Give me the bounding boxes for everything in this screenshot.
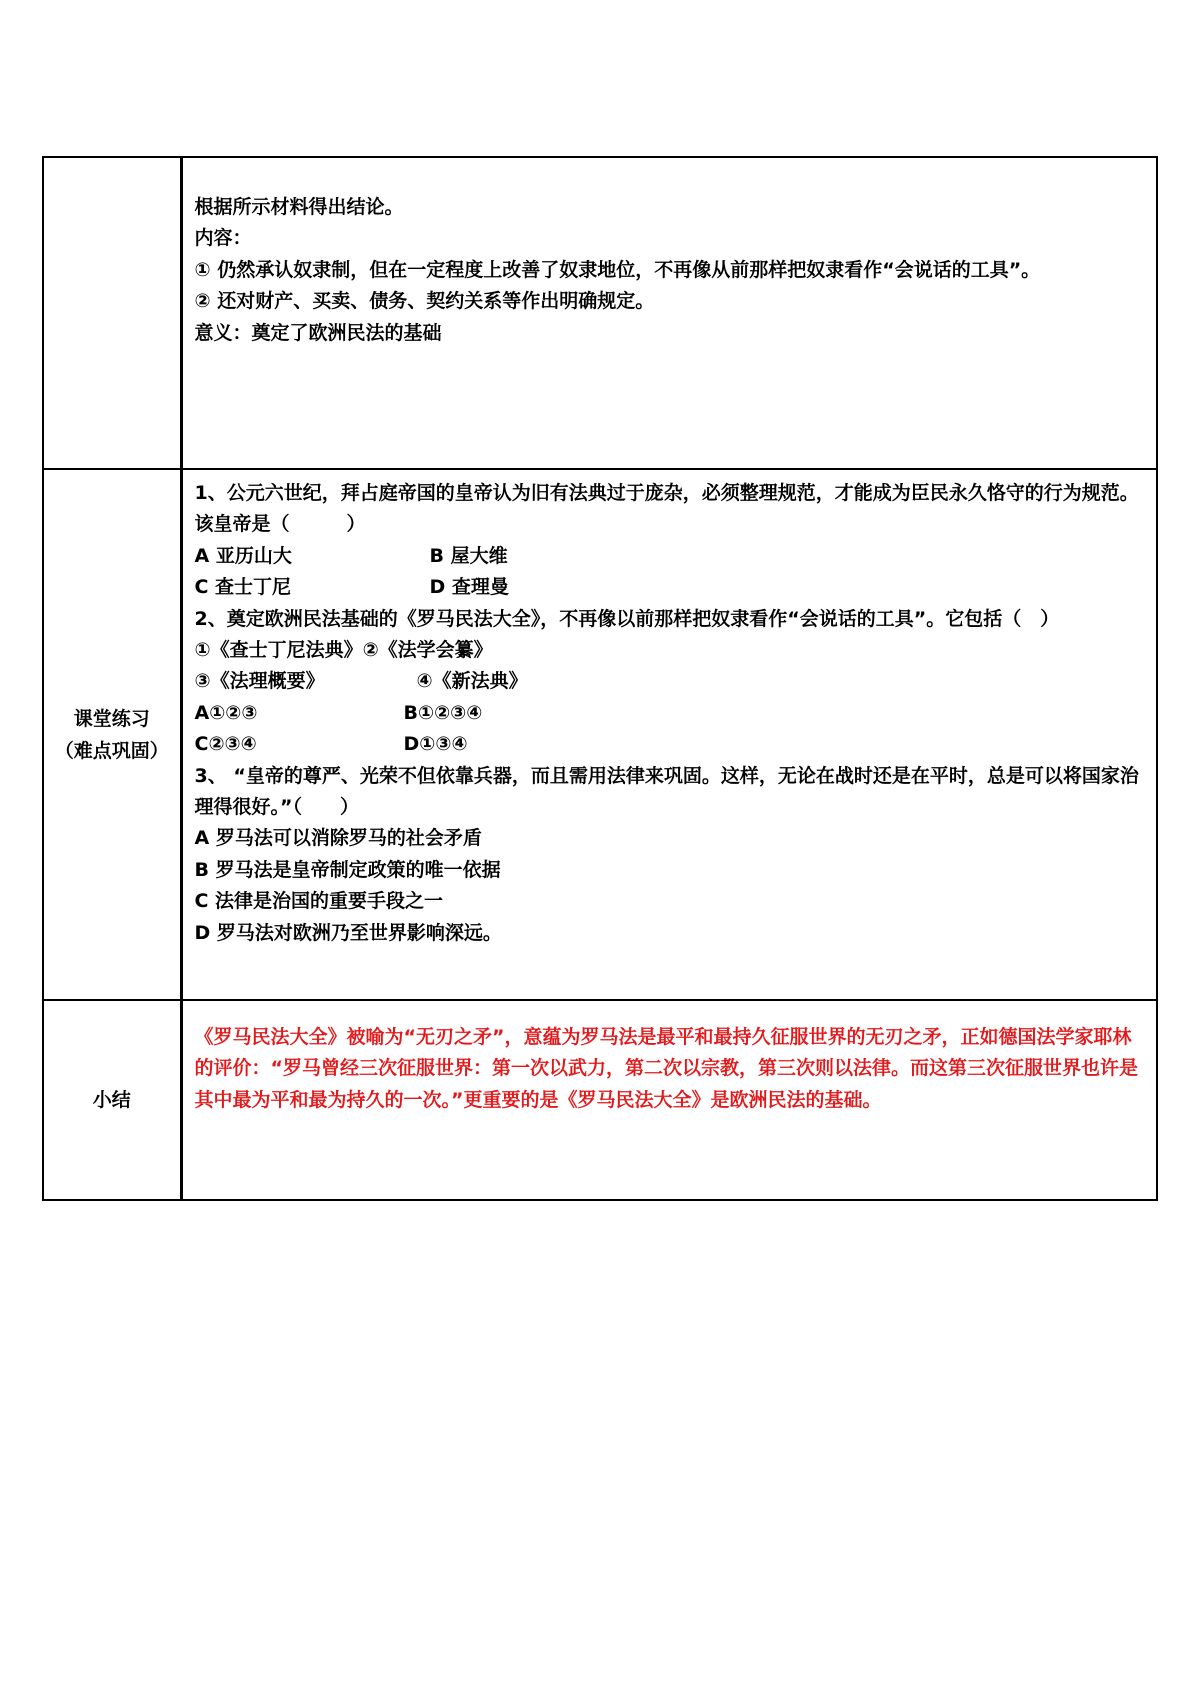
conclusion-cell bbox=[181, 157, 1157, 469]
question-2-item-3: ③《法理概要》 bbox=[194, 670, 325, 693]
question-2-options-cd bbox=[195, 729, 1147, 760]
question-2-option-b: B①②③④ bbox=[403, 701, 483, 724]
question-2-item-4: ④《新法典》 bbox=[416, 670, 528, 693]
question-3-option-d: D 罗马法对欧洲乃至世界影响深远。 bbox=[194, 921, 502, 944]
question-2-options-ab bbox=[195, 698, 1147, 729]
question-1-option-a: A 亚历山大 bbox=[194, 544, 292, 567]
table-row-conclusion bbox=[43, 157, 1157, 469]
exercise-sublabel: （难点巩固） bbox=[54, 739, 169, 762]
row-label-summary: 小结 bbox=[43, 1000, 181, 1200]
content-point-1: ① 仍然承认奴隶制，但在一定程度上改善了奴隶地位，不再像从前那样把奴隶看作“会说话的工具”。 bbox=[194, 258, 1041, 281]
summary-text: 《罗马民法大全》被喻为“无刃之矛”，意蕴为罗马法是最平和最持久征服世界的无刃之矛，正如德国法学家耶林的评价：“罗马曾经三次征服世界：第一次以武力，第二次以宗教，第三次则以法律。而这第三次征服世界也许是其中最为平和最为持久的一次。”更重要的是《罗马民法大全》是欧洲民法的基础。 bbox=[194, 1026, 1138, 1111]
question-3-option-c: C 法律是治国的重要手段之一 bbox=[194, 890, 444, 913]
question-1-option-d: D 查理曼 bbox=[429, 576, 509, 599]
conclusion-intro: 根据所示材料得出结论。 bbox=[194, 196, 404, 218]
question-3-stem: 3、 “皇帝的尊严、光荣不但依靠兵器，而且需用法律来巩固。这样，无论在战时还是在平时，总是可以将国家治理得很好。”（ ） bbox=[194, 764, 1139, 819]
exercise-label: 课堂练习 bbox=[73, 707, 150, 730]
question-1-options-ab bbox=[195, 541, 1147, 572]
question-1-stem: 1、公元六世纪，拜占庭帝国的皇帝认为旧有法典过于庞杂，必须整理规范，才能成为臣民永久恪守的行为规范。该皇帝是（ ） bbox=[194, 482, 1139, 536]
question-1-options-cd bbox=[195, 572, 1147, 603]
question-3-option-b: B 罗马法是皇帝制定政策的唯一依据 bbox=[194, 858, 501, 881]
question-2-items-3-4 bbox=[195, 666, 1147, 697]
question-3-option-a: A 罗马法可以消除罗马的社会矛盾 bbox=[194, 827, 482, 850]
content-point-2: ② 还对财产、买卖、债务、契约关系等作出明确规定。 bbox=[194, 290, 655, 313]
question-2-option-c: C②③④ bbox=[194, 733, 257, 756]
question-2-option-a: A①②③ bbox=[194, 701, 258, 724]
significance: 意义：奠定了欧洲民法的基础 bbox=[194, 321, 442, 344]
content-heading: 内容： bbox=[194, 227, 252, 250]
table-row-exercise bbox=[43, 469, 1157, 1000]
row-label-exercise bbox=[43, 469, 181, 1000]
question-1-option-b: B 屋大维 bbox=[429, 544, 508, 567]
question-2-stem: 2、奠定欧洲民法基础的《罗马民法大全》，不再像以前那样把奴隶看作“会说话的工具”。它包括（ ） bbox=[194, 607, 1060, 630]
summary-cell bbox=[181, 1000, 1157, 1200]
row-label-empty bbox=[43, 157, 181, 469]
question-2-option-d: D①③④ bbox=[403, 733, 468, 756]
exercise-cell bbox=[181, 469, 1157, 1000]
table-row-summary bbox=[43, 1000, 1157, 1200]
question-2-items-1-2: ①《查士丁尼法典》②《法学会纂》 bbox=[194, 639, 493, 662]
question-1-option-c: C 查士丁尼 bbox=[194, 576, 292, 599]
lesson-table bbox=[42, 156, 1158, 1201]
